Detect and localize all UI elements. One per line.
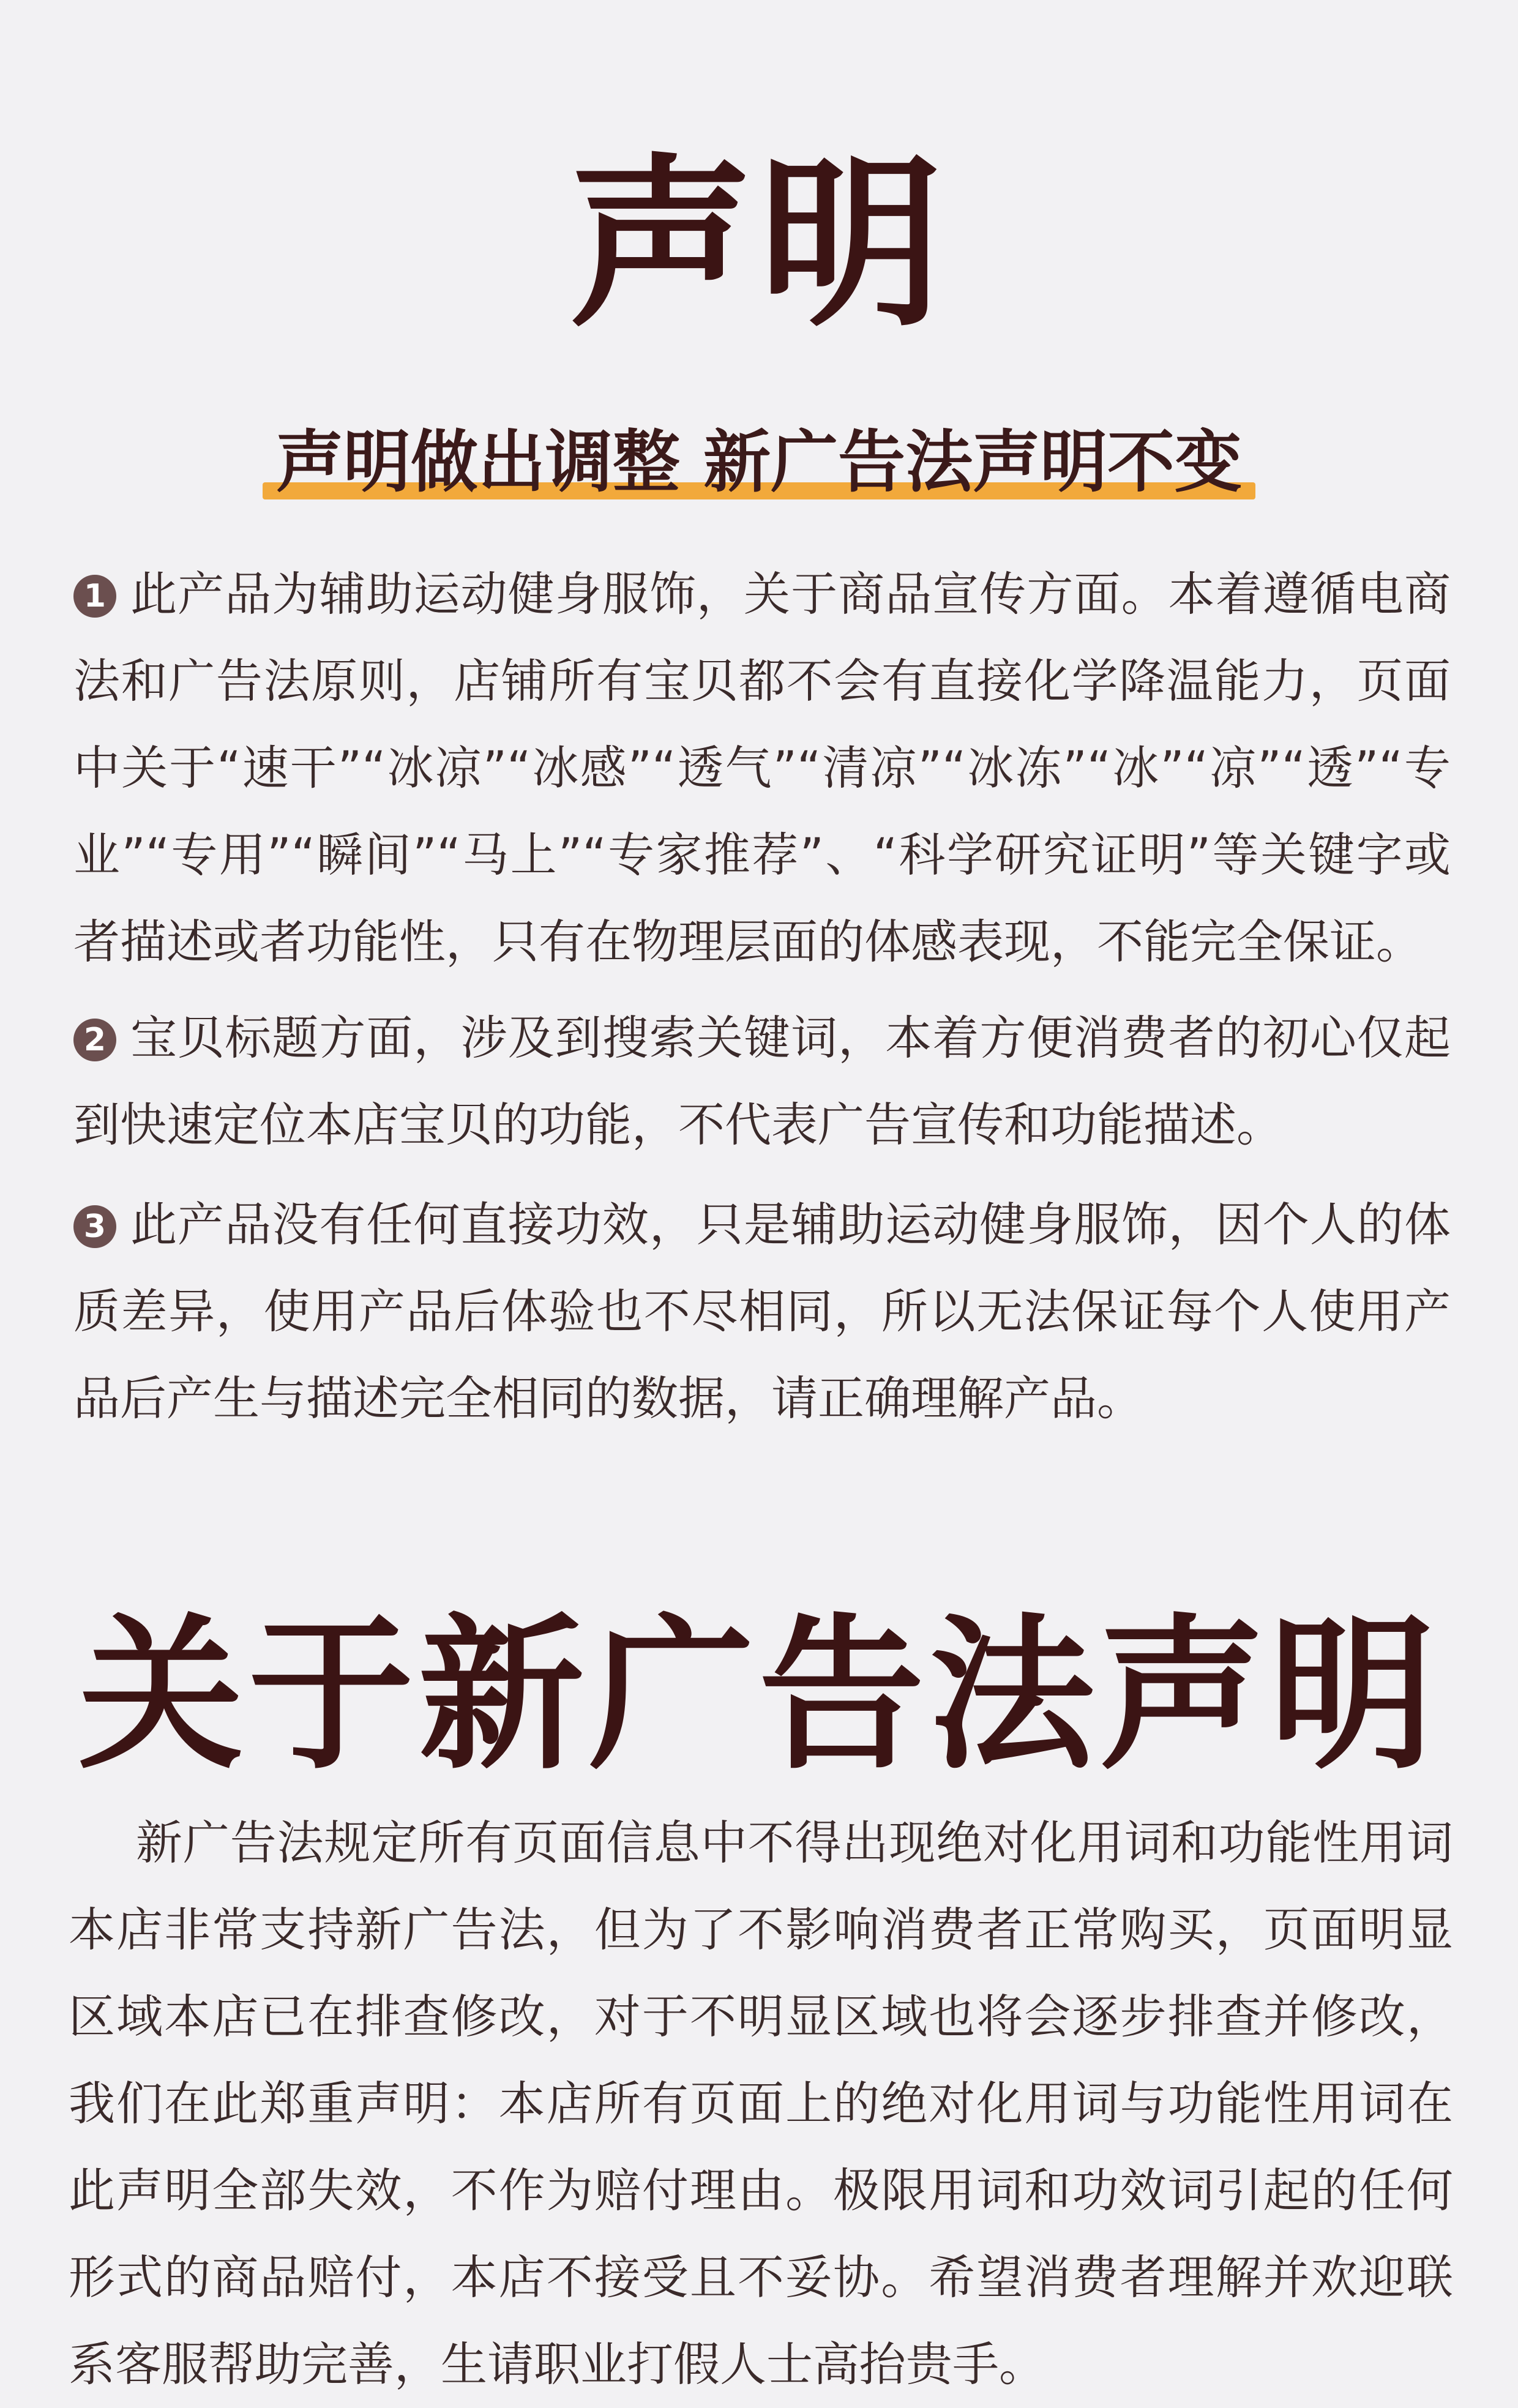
statement-item-3-text: 此产品没有任何直接功效，只是辅助运动健身服饰，因个人的体质差异，使用产品后体验也不尽相同，所以无法保证每个人使用产品后产生与描述完全相同的数据，请正确理解产品。 bbox=[73, 1197, 1451, 1426]
statement-item-3 bbox=[73, 1181, 1451, 1442]
subtitle-container bbox=[0, 416, 1518, 508]
statement-item-1-text: 此产品为辅助运动健身服饰，关于商品宣传方面。本着遵循电商法和广告法原则，店铺所有宝贝都不会有直接化学降温能力，页面中关于“速干”“冰凉”“冰感”“透气”“清凉”“冰冻”“冰”“凉”“透”“专业”“专用”“瞬间”“马上”“专家推荐”、“科学研究证明”等关键字或者描述或者功能性，只有在物理层面的体感表现，不能完全保证。 bbox=[73, 567, 1451, 969]
statement-item-1 bbox=[73, 551, 1451, 985]
number-badge-2: 2 bbox=[73, 1019, 116, 1061]
statement-item-2 bbox=[73, 995, 1451, 1168]
new-ad-law-section bbox=[69, 1800, 1453, 2408]
statement-item-2-text: 宝贝标题方面，涉及到搜索关键词，本着方便消费者的初心仅起到快速定位本店宝贝的功能，不代表广告宣传和功能描述。 bbox=[73, 1011, 1451, 1152]
statement-item-2-paragraph bbox=[73, 995, 1451, 1168]
subtitle-text: 声明做出调整 新广告法声明不变 bbox=[275, 423, 1243, 501]
page-title: 声明 bbox=[569, 138, 949, 351]
new-ad-law-text: 新广告法规定所有页面信息中不得出现绝对化用词和功能性用词本店非常支持新广告法，但为了不影响消费者正常购买，页面明显区域本店已在排查修改，对于不明显区域也将会逐步排查并修改，我们在此郑重声明：本店所有页面上的绝对化用词与功能性用词在此声明全部失效，不作为赔付理由。极限用词和功效词引起的任何形式的商品赔付，本店不接受且不妥协。希望消费者理解并欢迎联系客服帮助完善，生请职业打假人士高抬贵手。 bbox=[69, 1815, 1453, 2391]
number-badge-3: 3 bbox=[73, 1205, 116, 1248]
section-title-new-ad-law: 关于新广告法声明 bbox=[78, 1599, 1440, 1792]
statement-item-3-paragraph bbox=[73, 1181, 1451, 1442]
subtitle bbox=[263, 416, 1255, 508]
statement-item-1-paragraph bbox=[73, 551, 1451, 985]
number-badge-1: 1 bbox=[73, 575, 116, 618]
